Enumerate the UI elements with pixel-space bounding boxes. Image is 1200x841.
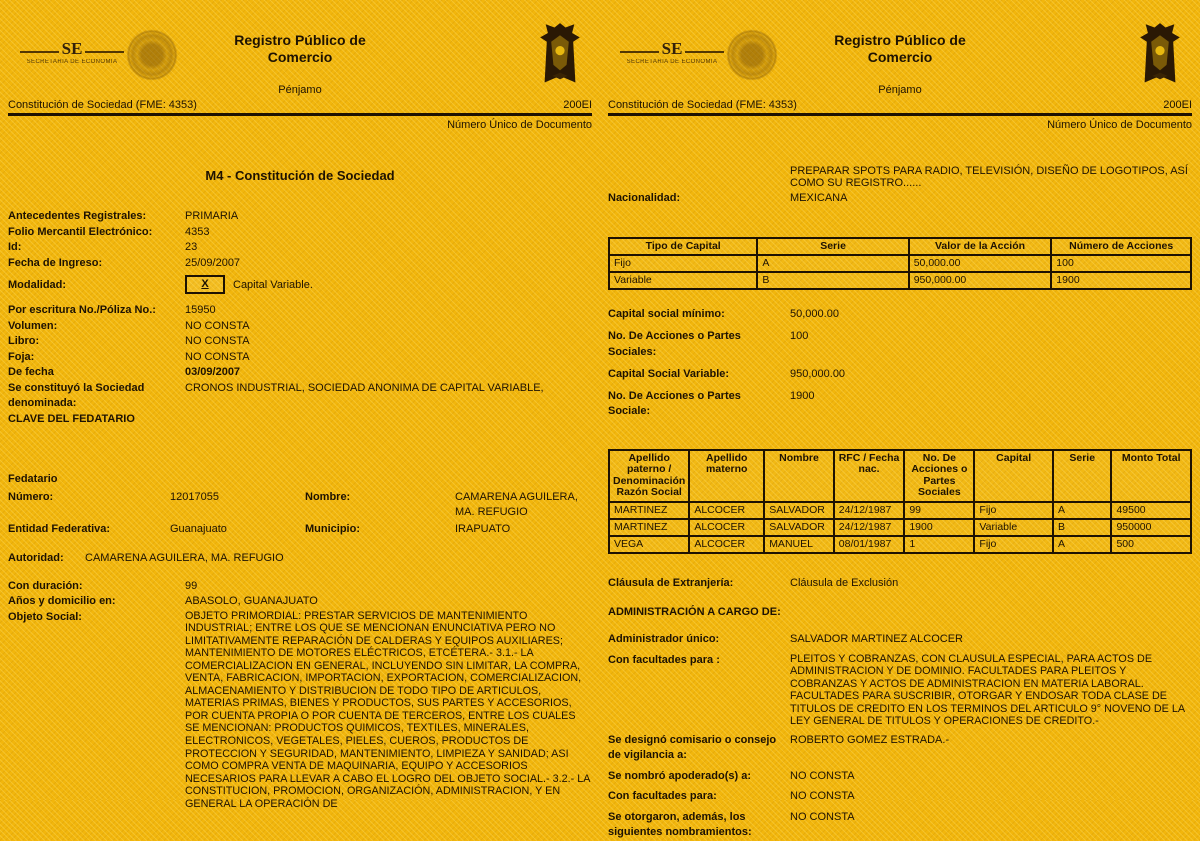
fedatario-row-2	[8, 522, 592, 537]
doc-number-caption: Número Único de Documento	[1047, 119, 1192, 131]
right-page-body	[600, 165, 1200, 841]
checkbox-option-label: Capital Variable.	[233, 278, 313, 291]
clave-fedatario-label: CLAVE DEL FEDATARIO	[8, 412, 135, 425]
cell: 950000	[1111, 519, 1191, 536]
capital-table	[608, 237, 1192, 291]
fedatario-section	[8, 471, 592, 537]
shareholders-table	[608, 449, 1192, 554]
field-value: PRIMARIA	[185, 210, 239, 222]
field-value: ABASOLO, GUANAJUATO	[185, 595, 318, 607]
cell: ALCOCER	[689, 536, 764, 553]
cell: 1900	[904, 519, 974, 536]
table-header-row	[609, 238, 1191, 256]
admin-section-heading: ADMINISTRACIÓN A CARGO DE:	[608, 606, 781, 618]
field-value: MEXICANA	[790, 192, 848, 204]
field-row-acciones-variable	[608, 389, 1192, 420]
objeto-social-text: OBJETO PRIMORDIAL: PRESTAR SERVICIOS DE MANTENIMIENTO INDUSTRIAL; ENTRE LOS QUE SE MENCIONAN ENUNCIATIVA PERO NO LIMITATIVAMENTE REPARACIÓN DE CALDERAS Y EQUIPOS AUXILIARES; MANTENIMIENTO DE MOTORES ELÉCTRICOS, ETCÉTERA.- 3.1.- LA COMERCIALIZACION EN GENERAL, INCLUYENDO SIN LIMITAR, LA COMPRA, VENTA, FABRICACION, IMPORTACION, EXPORTACION, COMERCIALIZACION, ALMACENAMIENTO Y DISTRIBUCION DE TODO TIPO DE ARTICULOS, MATERIAS PRIMAS, BIENES Y PRODUCTOS, SUS PARTES Y ACCESORIOS, POR CUENTA PROPIA O POR CUENTA DE TERCEROS, ENTRE LOS CUALES SE MENCIONAN: PRODUCTOS QUIMICOS, TEXTILES, MINERALES, ELECTRONICOS, VEGETALES, PIELES, CUEROS, PRODUCTOS DE PROTECCION Y SEGURIDAD, MANTENIMIENTO, LIMPIEZA Y SANIDAD; ASI COMO COMPRA VENTA DE MAQUINARIA, EQUIPO Y ACCESORIOS NECESARIOS PARA LLEVAR A CABO EL LOGRO DEL OBJETO SOCIAL.- 3.2.- LA CONSTITUCION, PROMOCION, ORGANIZACIÓN, ADMINISTRACION, Y EN GENERAL LA OPERACIÓN DE	[185, 609, 590, 810]
cell: 50,000.00	[909, 255, 1052, 272]
col-header: Valor de la Acción	[909, 238, 1052, 256]
field-label: Administrador único:	[608, 633, 720, 645]
cell: 950,000.00	[909, 272, 1052, 289]
field-value: CRONOS INDUSTRIAL, SOCIEDAD ANONIMA DE CAPITAL VARIABLE,	[185, 381, 544, 394]
field-row-folio	[8, 225, 592, 241]
col-header: Serie	[1053, 450, 1112, 502]
col-header: Serie	[757, 238, 908, 256]
field-label: Capital Social Variable:	[608, 367, 730, 380]
col-header: Tipo de Capital	[609, 238, 757, 256]
table-row	[609, 255, 1191, 272]
field-label: Antecedentes Registrales:	[8, 210, 147, 222]
fedatario-row-1	[8, 490, 592, 519]
cell: SALVADOR	[764, 519, 834, 536]
capital-variable-checkbox: X	[185, 275, 225, 294]
field-value: 4353	[185, 225, 210, 238]
field-row-escritura	[8, 303, 592, 319]
field-label: Con facultades para :	[608, 653, 720, 666]
cell: 1	[904, 536, 974, 553]
cell: 99	[904, 502, 974, 519]
field-label: Por escritura No./Póliza No.:	[8, 304, 156, 316]
field-label: Entidad Federativa:	[8, 523, 111, 535]
field-label: Foja:	[8, 350, 35, 363]
doc-code: 200EI	[1163, 99, 1192, 111]
field-label: Años y domicilio en:	[8, 595, 116, 607]
col-header: Apellido paterno / Denominación Razón Social	[609, 450, 689, 502]
cell: Variable	[609, 272, 757, 289]
field-value: CAMARENA AGUILERA, MA. REFUGIO	[85, 551, 284, 564]
field-row-facultades-2	[608, 789, 1192, 805]
doc-type: Constitución de Sociedad (FME: 4353)	[8, 99, 197, 111]
field-label: Id:	[8, 241, 22, 253]
field-row-facultades	[608, 653, 1192, 728]
table-row	[609, 272, 1191, 289]
field-row-administrador	[608, 632, 1192, 648]
col-header: Monto Total	[1111, 450, 1191, 502]
cell: Fijo	[609, 255, 757, 272]
field-row-fecha-ingreso	[8, 256, 592, 272]
field-label: Se constituyó la Sociedad denominada:	[8, 381, 145, 409]
cell: 500	[1111, 536, 1191, 553]
field-row-domicilio	[8, 594, 592, 610]
doc-type: Constitución de Sociedad (FME: 4353)	[608, 99, 797, 111]
field-value: 100	[790, 330, 809, 342]
field-label: Objeto Social:	[8, 610, 82, 623]
col-header: RFC / Fecha nac.	[834, 450, 905, 502]
field-value: NO CONSTA	[185, 350, 250, 363]
se-logo-caption: SECRETARÍA DE ECONOMÍA	[26, 59, 118, 65]
field-row-nacionalidad	[608, 191, 1192, 207]
table-row	[609, 536, 1191, 553]
field-label: Autoridad:	[8, 551, 64, 564]
cell: MARTINEZ	[609, 519, 689, 536]
field-value: NO CONSTA	[185, 335, 250, 347]
table-header-row	[609, 450, 1191, 502]
field-value: 23	[185, 241, 198, 253]
cell: ALCOCER	[689, 519, 764, 536]
field-row-foja	[8, 350, 592, 366]
fedatario-section-title: Fedatario	[8, 473, 58, 485]
admin-fields	[608, 632, 1192, 841]
field-label: Libro:	[8, 335, 40, 347]
cell: A	[1053, 502, 1112, 519]
field-value: SALVADOR MARTINEZ ALCOCER	[790, 633, 963, 645]
field-label: Volumen:	[8, 319, 58, 332]
field-row-capital-variable	[608, 367, 1192, 383]
field-value: 12017055	[170, 491, 219, 503]
field-label: No. De Acciones o Partes Sociales:	[608, 330, 741, 358]
field-value: NO CONSTA	[790, 810, 855, 823]
objeto-social-continuation: PREPARAR SPOTS PARA RADIO, TELEVISIÓN, DISEÑO DE LOGOTIPOS, ASÍ COMO SU REGISTRO......	[790, 165, 1188, 189]
field-row-extranjeria	[608, 576, 1192, 592]
field-value: 03/09/2007	[185, 366, 241, 378]
field-label: Nacionalidad:	[608, 192, 681, 204]
field-label: Número:	[8, 491, 54, 503]
doc-type-line	[8, 99, 592, 116]
field-label: Modalidad:	[8, 278, 67, 291]
field-value: 950,000.00	[790, 367, 846, 380]
cell: 24/12/1987	[834, 502, 905, 519]
field-label: Cláusula de Extranjería:	[608, 576, 734, 589]
page-title-text: Registro Público de Comercio	[834, 32, 966, 65]
cell: A	[1053, 536, 1112, 553]
field-value: 15950	[185, 304, 216, 316]
page-right	[600, 0, 1200, 839]
university-crest-icon	[1138, 20, 1182, 90]
field-label: Municipio:	[305, 523, 360, 535]
col-header: No. De Acciones o Partes Sociales	[904, 450, 974, 502]
cell: 08/01/1987	[834, 536, 905, 553]
field-value: CAMARENA AGUILERA, MA. REFUGIO	[455, 491, 578, 518]
field-row-libro	[8, 334, 592, 350]
field-label: Nombre:	[305, 491, 351, 503]
page-left	[0, 0, 600, 810]
field-row-id	[8, 240, 592, 256]
field-label: Fecha de Ingreso:	[8, 256, 103, 269]
page-title	[0, 32, 600, 66]
cell: MANUEL	[764, 536, 834, 553]
doc-type-line	[608, 99, 1192, 116]
cell: 100	[1051, 255, 1191, 272]
field-value: NO CONSTA	[790, 790, 855, 803]
field-row-capital-minimo	[608, 307, 1192, 323]
field-row-apoderado	[608, 769, 1192, 785]
table-row	[609, 519, 1191, 536]
field-row-volumen	[8, 319, 592, 335]
cell: ALCOCER	[689, 502, 764, 519]
field-row-autoridad	[8, 551, 592, 566]
col-header: Número de Acciones	[1051, 238, 1191, 256]
cell: B	[757, 272, 908, 289]
field-label: Se otorgaron, además, los siguientes nombramientos:	[608, 810, 752, 839]
capital-table-wrap	[608, 237, 1192, 291]
field-value: 25/09/2007	[185, 256, 241, 269]
cell: SALVADOR	[764, 502, 834, 519]
page-title	[600, 32, 1200, 66]
page-header	[600, 0, 1200, 132]
field-row-denominacion	[8, 381, 592, 412]
field-row-nombramientos	[608, 810, 1192, 841]
field-label: Se nombró apoderado(s) a:	[608, 769, 752, 782]
cell: 24/12/1987	[834, 519, 905, 536]
cell: B	[1053, 519, 1112, 536]
field-value: Guanajuato	[170, 523, 227, 535]
field-value: Cláusula de Exclusión	[790, 576, 899, 589]
table-row	[609, 502, 1191, 519]
cell: 1900	[1051, 272, 1191, 289]
capital-fields	[608, 307, 1192, 420]
field-row-modalidad	[8, 275, 592, 294]
field-label: Con duración:	[8, 579, 83, 592]
field-value: 99	[185, 579, 198, 592]
field-value: IRAPUATO	[455, 523, 511, 535]
cell: Fijo	[974, 502, 1053, 519]
cell: 49500	[1111, 502, 1191, 519]
form-title: M4 - Constitución de Sociedad	[205, 168, 395, 183]
doc-number-caption: Número Único de Documento	[447, 119, 592, 131]
field-row-de-fecha	[8, 365, 592, 381]
field-label: Folio Mercantil Electrónico:	[8, 225, 153, 238]
col-header: Capital	[974, 450, 1053, 502]
office-name: Pénjamo	[878, 84, 922, 96]
cell: VEGA	[609, 536, 689, 553]
se-logo-text: SE	[661, 39, 683, 58]
field-value: ROBERTO GOMEZ ESTRADA.-	[790, 733, 950, 746]
field-label: No. De Acciones o Partes Sociale:	[608, 389, 741, 417]
field-value: 1900	[790, 389, 815, 402]
field-label: Se designó comisario o consejo de vigilancia a:	[608, 733, 777, 762]
se-logo-caption: SECRETARÍA DE ECONOMÍA	[626, 59, 718, 65]
col-header: Nombre	[764, 450, 834, 502]
cell: Variable	[974, 519, 1053, 536]
duracion-block	[8, 579, 592, 811]
field-row-duracion	[8, 579, 592, 595]
shareholders-table-wrap	[608, 449, 1192, 554]
cell: Fijo	[974, 536, 1053, 553]
field-value: NO CONSTA	[185, 319, 250, 332]
col-header: Apellido materno	[689, 450, 764, 502]
escritura-fields	[8, 303, 592, 412]
field-row-antecedentes	[8, 209, 592, 225]
facultades-text: PLEITOS Y COBRANZAS, CON CLAUSULA ESPECIAL, PARA ACTOS DE ADMINISTRACION Y DE DOMINIO. FACULTADES PARA PLEITOS Y COBRANZAS Y ACTOS DE ADMINISTRACION EN MATERIA LABORAL. FACULTADES PARA SUSCRIBIR, OTORGAR Y ENDOSAR TODA CLASE DE TITULOS DE CREDITO EN LOS TERMINOS DEL ARTICULO 9° NOVENO DE LA LEY GENERAL DE TITULOS Y OPERACIONES DE CREDITO.-	[790, 652, 1185, 728]
cell: MARTINEZ	[609, 502, 689, 519]
field-label: Capital social mínimo:	[608, 308, 725, 320]
left-page-body	[0, 168, 600, 810]
page-title-text: Registro Público de Comercio	[234, 32, 366, 65]
page-header	[0, 0, 600, 132]
field-value: NO CONSTA	[790, 769, 855, 782]
field-row-comisario	[608, 733, 1192, 764]
field-row-objeto-social	[8, 610, 592, 811]
se-logo-text: SE	[61, 39, 83, 58]
university-crest-icon	[538, 20, 582, 90]
field-label: De fecha	[8, 366, 54, 378]
field-label: Con facultades para:	[608, 790, 717, 803]
field-value: 50,000.00	[790, 308, 839, 320]
registral-fields	[8, 209, 592, 271]
cell: A	[757, 255, 908, 272]
doc-code: 200EI	[563, 99, 592, 111]
office-name: Pénjamo	[278, 84, 322, 96]
field-row-acciones-fijo	[608, 329, 1192, 360]
